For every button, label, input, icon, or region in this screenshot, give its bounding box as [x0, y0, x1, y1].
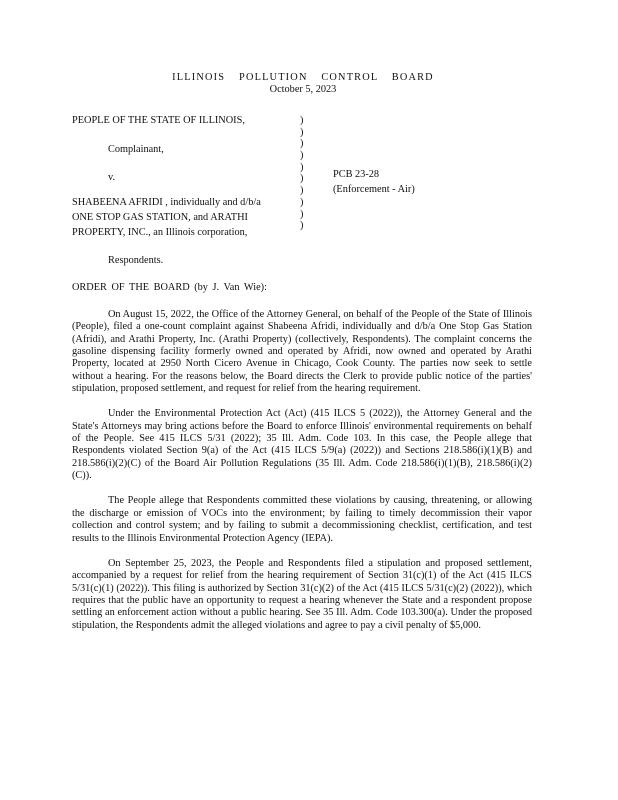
respondent-line: PROPERTY, INC., an Illinois corporation,	[72, 227, 248, 238]
body-paragraph: On August 15, 2022, the Office of the Attorney General, on behalf of the People of the State of Illinois (People), filed a one-count complaint against Shabeena Afridi, individually and d/b/a One Stop Gas Station (Afridi), and Arathi Property, Inc. (Arathi Property) (collectively, Respondents). The complaint concerns the gasoline dispensing facility formerly owned and operated by Afridi, now owned and operated by Arathi Property, located at 2950 North Cicero Avenue in Chicago, Cook County. The parties now seek to settle without a hearing. For the reasons below, the Board directs the Clerk to provide public notice of the parties' stipulation, proposed settlement, and request for relief from the hearing requirement.	[72, 309, 532, 395]
case-designation	[333, 169, 415, 197]
body-paragraph: On September 25, 2023, the People and Respondents filed a stipulation and proposed settlement, accompanied by a request for relief from the hearing requirement of Section 31(c)(1) of the Act (415 ILCS 5/31(c)(1) (2022)). This filing is authorized by Section 31(c)(2) of the Act (415 ILCS 5/31(c)(2) (2022)), which requires that the public have an opportunity to request a hearing whenever the State and a respondent propose settling an enforcement action without a public hearing. See 35 Ill. Adm. Code 103.300(a). Under the proposed stipulation, the Respondents admit the alleged violations and agree to pay a civil penalty of $5,000.	[72, 557, 532, 631]
order-title: ORDER OF THE BOARD (by J. Van Wie):	[72, 282, 267, 293]
order-date: October 5, 2023	[269, 84, 337, 96]
versus-label: v.	[108, 172, 116, 183]
respondents-label: Respondents.	[108, 255, 164, 266]
complainant-label: Complainant,	[108, 144, 164, 155]
case-type: (Enforcement - Air)	[333, 184, 415, 196]
body-paragraph: The People allege that Respondents committed these violations by causing, threatening, or allowing the discharge or emission of VOCs into the environment; by failing to timely decommission their vapor collection and control system; and by failing to submit a decommissioning checklist, certification, and test results to the Illinois Environmental Protection Agency (IEPA).	[72, 495, 532, 544]
complainant-name: PEOPLE OF THE STATE OF ILLINOIS,	[72, 115, 245, 126]
respondent-line: ONE STOP GAS STATION, and ARATHI	[72, 212, 248, 223]
body-paragraph: Under the Environmental Protection Act (Act) (415 ILCS 5 (2022)), the Attorney General and the State's Attorneys may bring actions before the Board to enforce Illinois' environmental requirements on behalf of the People. See 415 ILCS 5/31 (2022); 35 Ill. Adm. Code 103. In this case, the People allege that Respondents violated Section 9(a) of the Act (415 ILCS 5/9(a) (2022)) and Sections 218.586(i)(1)(B) and 218.586(i)(2)(C) of the Board Air Pollution Regulations (35 Ill. Adm. Code 218.586(i)(1)(B), 218.586(i)(2)(C)).	[72, 408, 532, 482]
order-body	[72, 309, 532, 645]
agency-title: ILLINOIS POLLUTION CONTROL BOARD	[172, 72, 434, 83]
case-number: PCB 23-28	[333, 169, 380, 180]
document-header	[0, 72, 606, 97]
caption-parentheses: ) ) ) ) ) ) ) ) ) )	[300, 115, 304, 232]
case-caption	[72, 115, 542, 265]
respondent-line: SHABEENA AFRIDI , individually and d/b/a	[72, 197, 261, 208]
